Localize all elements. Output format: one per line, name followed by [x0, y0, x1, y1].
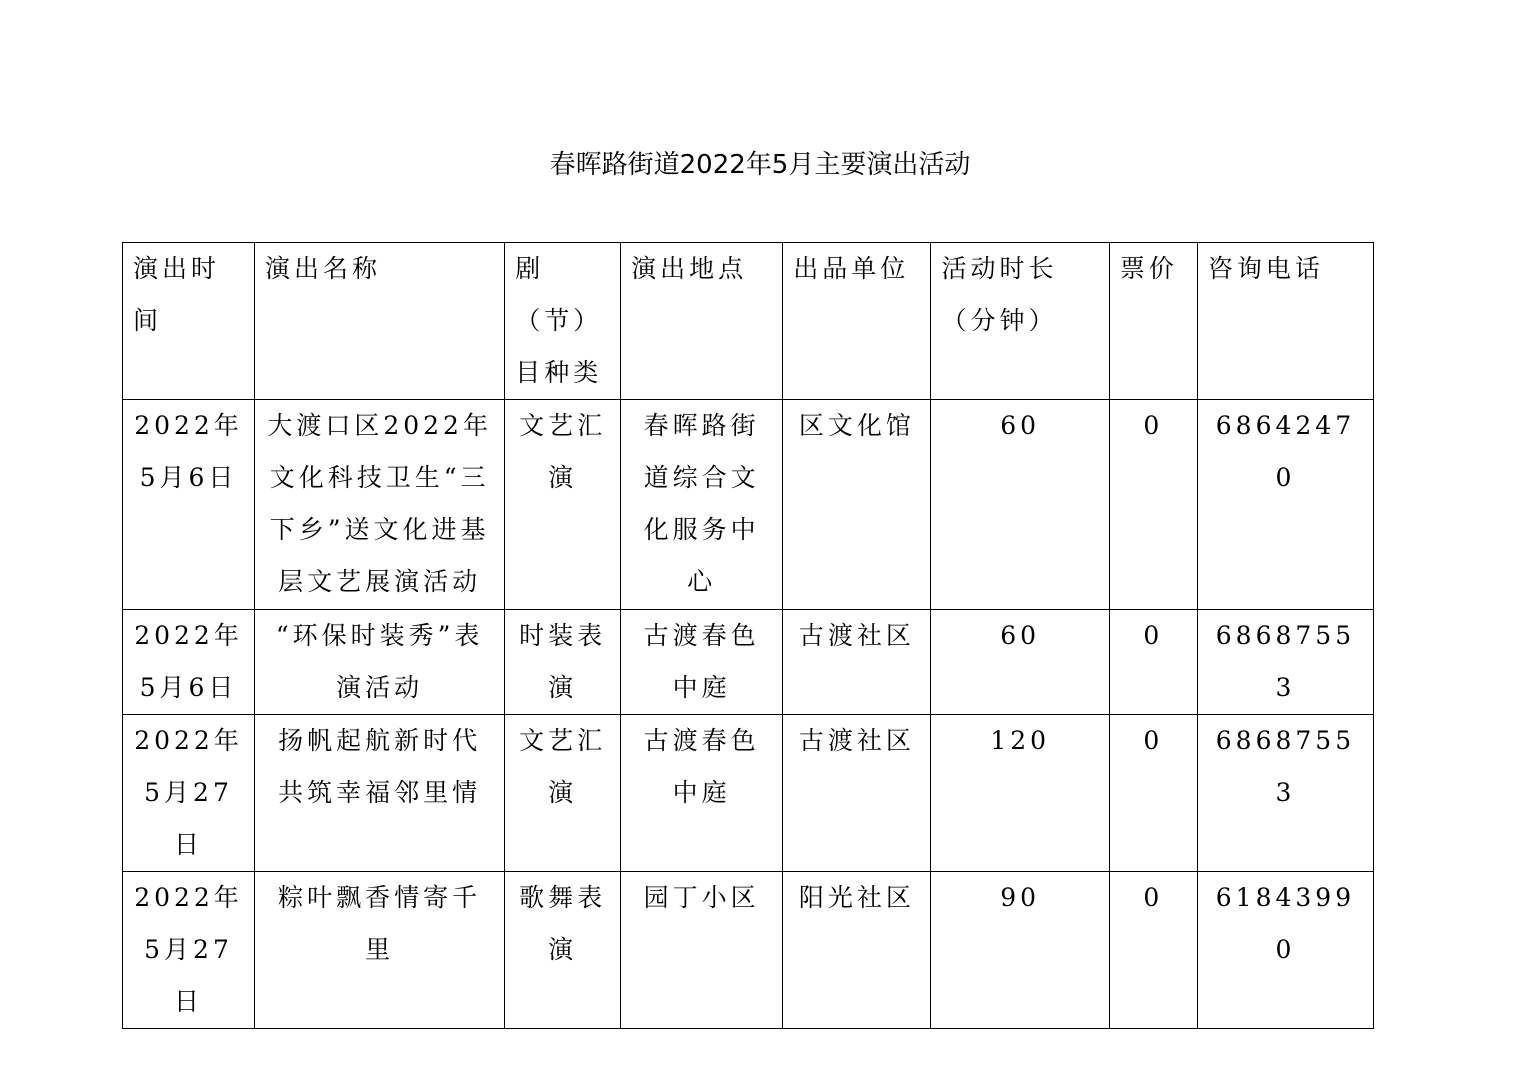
cell-name: “环保时装秀”表演活动: [255, 610, 505, 715]
cell-price: 0: [1109, 400, 1197, 610]
cell-time: 2022年5月6日: [123, 610, 255, 715]
header-tel: 咨询电话: [1197, 243, 1373, 400]
cell-type: 时装表演: [505, 610, 621, 715]
cell-tel: 61843990: [1197, 872, 1373, 1029]
table-row: [123, 610, 1374, 715]
cell-venue: 古渡春色中庭: [621, 715, 783, 872]
cell-name: 大渡口区2022年文化科技卫生“三下乡”送文化进基层文艺展演活动: [255, 400, 505, 610]
cell-type: 文艺汇演: [505, 715, 621, 872]
cell-org: 阳光社区: [783, 872, 931, 1029]
table-header-row: [123, 243, 1374, 400]
cell-time: 2022年5月6日: [123, 400, 255, 610]
cell-tel: 68687553: [1197, 610, 1373, 715]
performance-table: [122, 242, 1374, 1029]
cell-org: 古渡社区: [783, 610, 931, 715]
cell-venue: 春晖路街道综合文化服务中心: [621, 400, 783, 610]
header-type: 剧（节）目种类: [505, 243, 621, 400]
cell-duration: 60: [931, 400, 1109, 610]
cell-name: 扬帆起航新时代共筑幸福邻里情: [255, 715, 505, 872]
header-duration: 活动时长（分钟）: [931, 243, 1109, 400]
table-row: [123, 872, 1374, 1029]
cell-venue: 古渡春色中庭: [621, 610, 783, 715]
cell-duration: 60: [931, 610, 1109, 715]
cell-venue: 园丁小区: [621, 872, 783, 1029]
cell-tel: 68642470: [1197, 400, 1373, 610]
cell-duration: 90: [931, 872, 1109, 1029]
header-venue: 演出地点: [621, 243, 783, 400]
cell-time: 2022年5月27日: [123, 872, 255, 1029]
cell-type: 歌舞表演: [505, 872, 621, 1029]
page-title: 春晖路街道2022年5月主要演出活动: [549, 150, 971, 180]
cell-duration: 120: [931, 715, 1109, 872]
cell-price: 0: [1109, 610, 1197, 715]
cell-price: 0: [1109, 715, 1197, 872]
header-price: 票价: [1109, 243, 1197, 400]
cell-tel: 68687553: [1197, 715, 1373, 872]
cell-org: 区文化馆: [783, 400, 931, 610]
cell-price: 0: [1109, 872, 1197, 1029]
cell-org: 古渡社区: [783, 715, 931, 872]
header-time: 演出时间: [123, 243, 255, 400]
cell-type: 文艺汇演: [505, 400, 621, 610]
header-name: 演出名称: [255, 243, 505, 400]
header-org: 出品单位: [783, 243, 931, 400]
table-row: [123, 715, 1374, 872]
cell-time: 2022年5月27日: [123, 715, 255, 872]
cell-name: 粽叶飘香情寄千里: [255, 872, 505, 1029]
table-row: [123, 400, 1374, 610]
